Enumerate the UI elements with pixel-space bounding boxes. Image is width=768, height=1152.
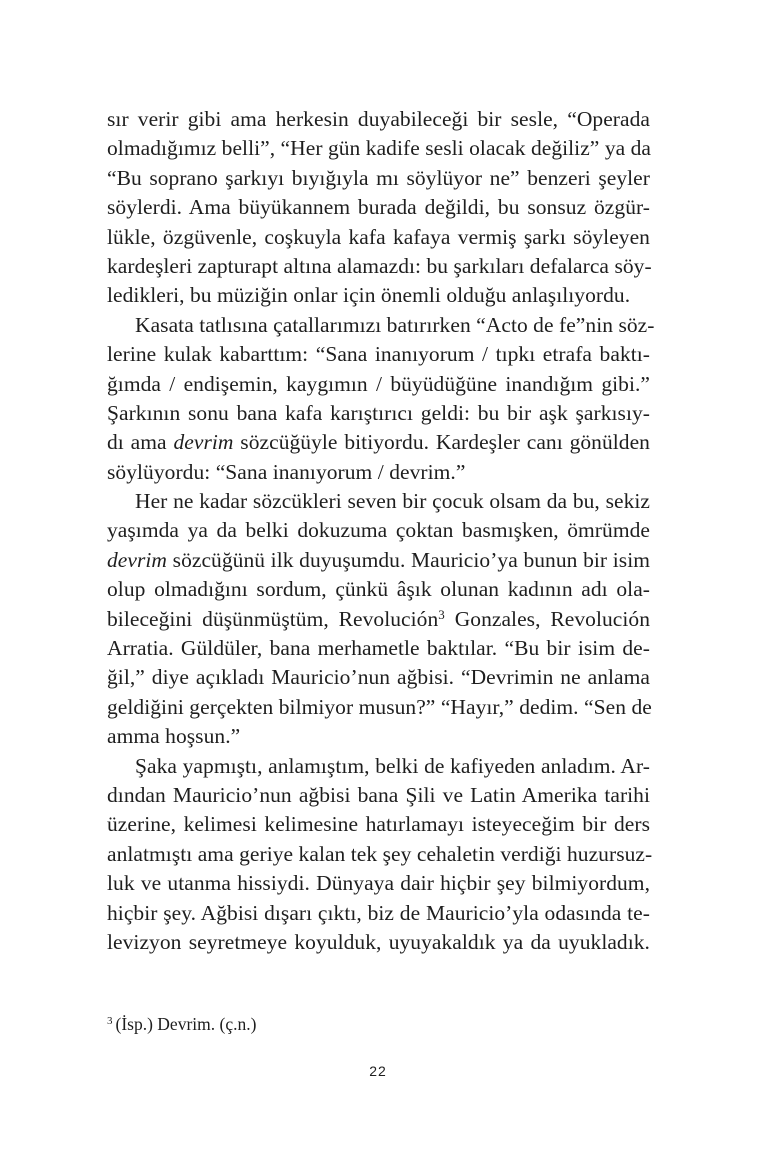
text-line: ğımda / endişemin, kaygımın / büyüdüğüne inandığım gibi.” bbox=[107, 371, 650, 396]
paragraph-4 bbox=[107, 752, 653, 958]
text-run: sözcüğüyle bitiyordu. Kardeşler canı gönülden bbox=[233, 430, 650, 455]
paragraph-1 bbox=[107, 105, 650, 311]
text-line: olmadığımız belli”, “Her gün kadife sesli olacak değiliz” ya da bbox=[107, 136, 652, 161]
text-line: ğil,” diye açıkladı Mauricio’nun ağbisi. “Devrimin ne anlama bbox=[107, 665, 650, 690]
text-line: hiçbir şey. Ağbisi dışarı çıktı, biz de Mauricio’yla odasında te- bbox=[107, 900, 650, 925]
text-line: söylüyordu: “Sana inanıyorum / devrim.” bbox=[107, 459, 466, 484]
paragraph-3 bbox=[107, 487, 650, 752]
text-line: Kasata tatlısına çatallarımızı batırırken “Acto de fe”nin söz- bbox=[135, 312, 655, 337]
text-line: Şarkının sonu bana kafa karıştırıcı geldi: bu bir aşk şarkısıy- bbox=[107, 400, 650, 425]
paragraph-2 bbox=[107, 311, 655, 487]
text-line: Her ne kadar sözcükleri seven bir çocuk olsam da bu, sekiz bbox=[135, 489, 650, 514]
text-run: Gonzales, Revolución bbox=[444, 606, 651, 631]
footnote bbox=[107, 1012, 256, 1036]
text-line: Arratia. Güldüler, bana merhametle baktılar. “Bu bir isim de- bbox=[107, 636, 650, 661]
text-line: lerine kulak kabarttım: “Sana inanıyorum / tıpkı etrafa baktı- bbox=[107, 342, 650, 367]
footnote-marker: 3 bbox=[107, 1015, 113, 1027]
text-line: levizyon seyretmeye koyulduk, uyuyakaldık ya da uyukladık. bbox=[107, 929, 650, 954]
footnote-reference: 3 bbox=[438, 606, 445, 622]
text-line: yaşımda ya da belki dokuzuma çoktan basmışken, ömrümde bbox=[107, 518, 650, 543]
text-line: anlatmıştı ama geriye kalan tek şey cehaletin verdiği huzursuz- bbox=[107, 841, 653, 866]
page-number: 22 bbox=[369, 1063, 387, 1079]
italic-word: devrim bbox=[173, 430, 234, 455]
text-line: kardeşleri zapturapt altına alamazdı: bu şarkıları defalarca söy- bbox=[107, 253, 652, 278]
text-line: Şaka yapmıştı, anlamıştım, belki de kafiyeden anladım. Ar- bbox=[135, 753, 650, 778]
text-line: sır verir gibi ama herkesin duyabileceği bir sesle, “Operada bbox=[107, 107, 650, 131]
text-line: lükle, özgüvenle, coşkuyla kafa kafaya vermiş şarkı söyleyen bbox=[107, 224, 650, 249]
text-line: “Bu soprano şarkıyı bıyığıyla mı söylüyor ne” benzeri şeyler bbox=[107, 165, 650, 190]
body-text bbox=[107, 105, 655, 957]
text-run: sözcüğünü ilk duyuşumdu. Mauricio’ya bunun bir isim bbox=[167, 547, 650, 572]
text-line: luk ve utanma hissiydi. Dünyaya dair hiçbir şey bilmiyordum, bbox=[107, 871, 650, 896]
text-line: amma hoşsun.” bbox=[107, 724, 241, 749]
text-line: söylerdi. Ama büyükannem burada değildi, bu sonsuz özgür- bbox=[107, 195, 650, 220]
text-line: ledikleri, bu müziğin onlar için önemli olduğu anlaşılıyordu. bbox=[107, 283, 631, 308]
text-line: olup olmadığını sordum, çünkü âşık olunan kadının adı ola- bbox=[107, 577, 650, 602]
text-line bbox=[107, 546, 650, 575]
text-line: üzerine, kelimesi kelimesine hatırlamayı isteyeceğim bir ders bbox=[107, 812, 650, 837]
italic-word: devrim bbox=[107, 547, 168, 572]
text-line: geldiğini gerçekten bilmiyor musun?” “Hayır,” dedim. “Sen de bbox=[107, 694, 652, 719]
text-line: dından Mauricio’nun ağbisi bana Şili ve Latin Amerika tarihi bbox=[107, 782, 650, 807]
text-line bbox=[107, 428, 650, 457]
text-run: bileceğini düşünmüştüm, Revolución bbox=[107, 606, 439, 631]
text-run: dı ama bbox=[107, 430, 174, 455]
footnote-text: (İsp.) Devrim. (ç.n.) bbox=[115, 1014, 257, 1034]
text-line bbox=[107, 605, 650, 634]
